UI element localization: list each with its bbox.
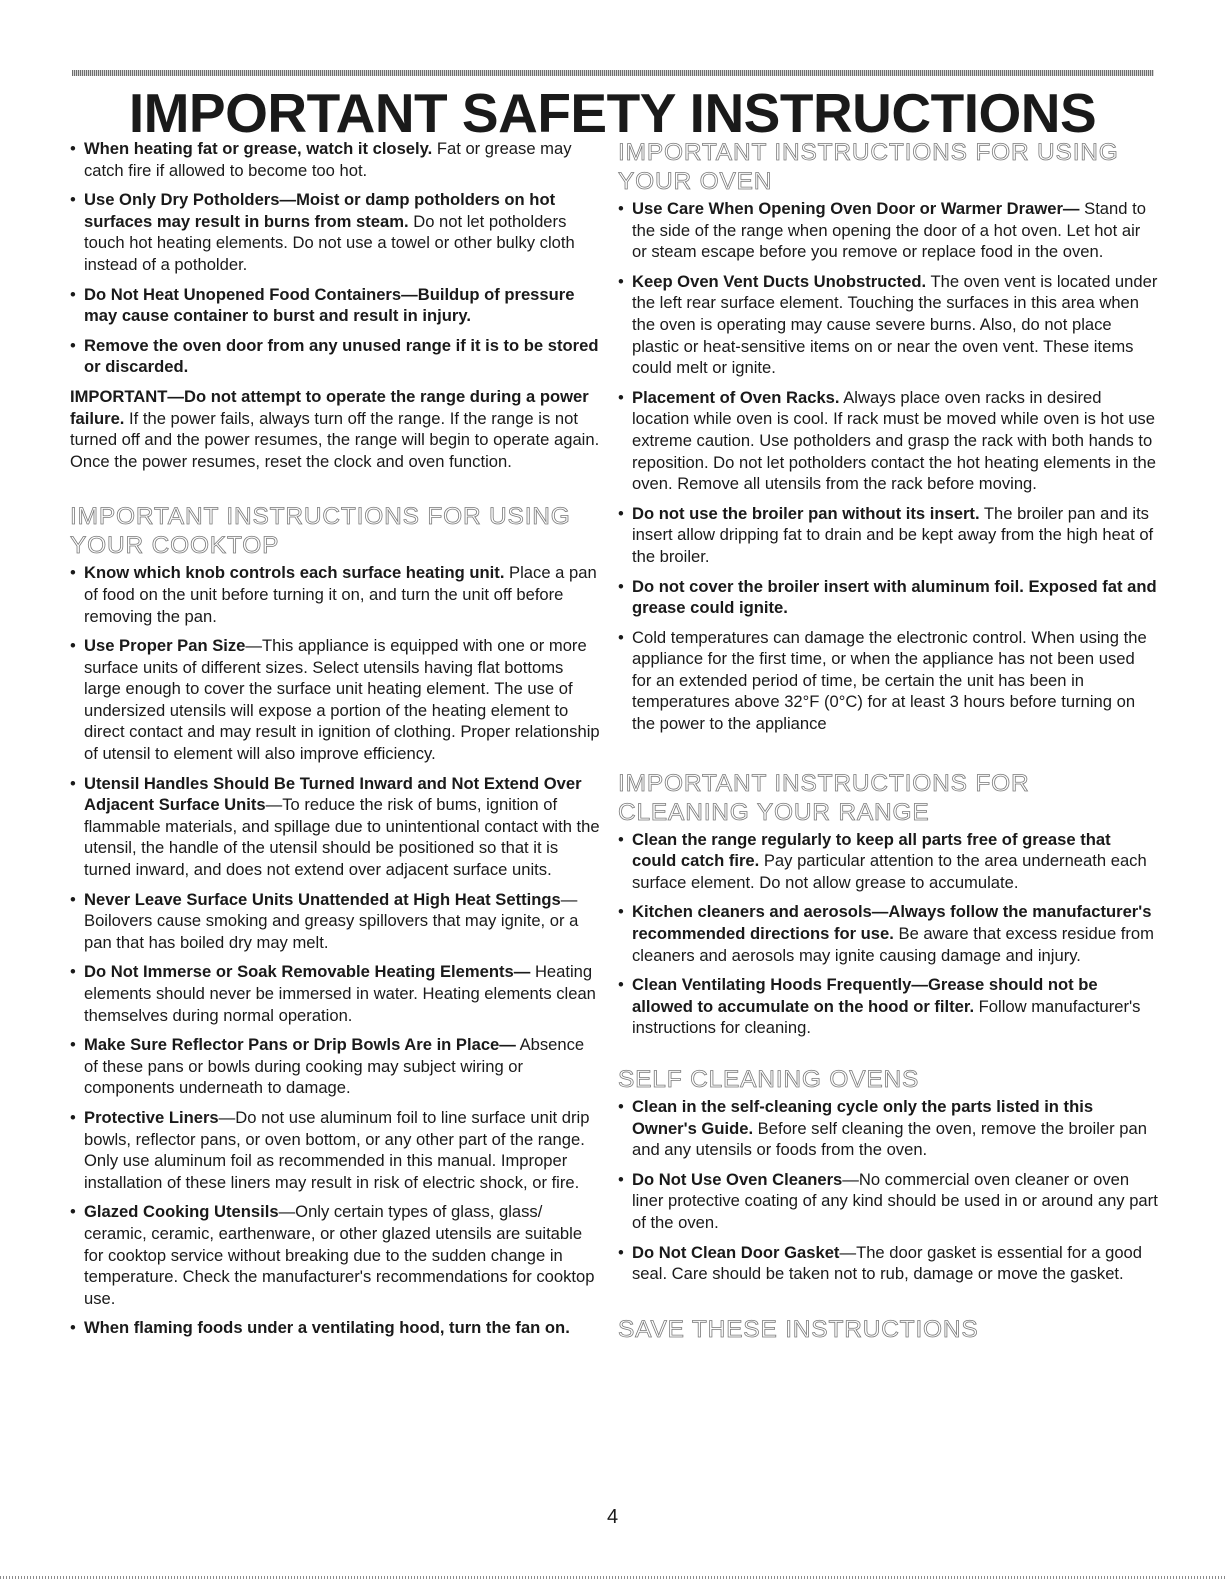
list-item: • Do Not Clean Door Gasket—The door gasket is essential for a good seal. Care should be taken not to rub, damage or move the gasket. <box>618 1242 1158 1285</box>
bottom-decorative-rule <box>0 1576 1225 1579</box>
page-title: IMPORTANT SAFETY INSTRUCTIONS <box>128 82 1097 144</box>
list-item: • Remove the oven door from any unused range if it is to be stored or discarded. <box>70 335 600 378</box>
save-instructions-heading: SAVE THESE INSTRUCTIONS <box>618 1315 979 1343</box>
list-item: • Do not cover the broiler insert with aluminum foil. Exposed fat and grease could ignite. <box>618 576 1158 619</box>
list-item: • Use Only Dry Potholders—Moist or damp potholders on hot surfaces may result in burns from steam. Do not let potholders touch hot heating elements. Do not use a towel or other bulky cloth instead of a potholder. <box>70 189 600 275</box>
list-item: • Do not use the broiler pan without its insert. The broiler pan and its insert allow dripping fat to drain and be kept away from the high heat of the broiler. <box>618 503 1158 568</box>
intro-list <box>70 138 600 378</box>
right-column <box>618 138 1158 1346</box>
list-item: • Do Not Heat Unopened Food Containers—Buildup of pressure may cause container to burst and result in injury. <box>70 284 600 327</box>
oven-list <box>618 198 1158 735</box>
self-cleaning-section-heading: SELF CLEANING OVENS <box>618 1066 920 1093</box>
cooktop-list <box>70 562 600 1339</box>
list-item: • Cold temperatures can damage the electronic control. When using the appliance for the first time, or when the appliance has not been used for an extended period of time, be certain the unit has been in temperatures above 32°F (0°C) for at least 3 hours before turning on the power to the appliance <box>618 627 1158 735</box>
cleaning-list <box>618 829 1158 1039</box>
list-item: • When heating fat or grease, watch it closely. Fat or grease may catch fire if allowed to become too hot. <box>70 138 600 181</box>
list-item: • Use Proper Pan Size—This appliance is equipped with one or more surface units of different sizes. Select utensils having flat bottoms large enough to cover the surface unit heating element. The use of undersized utensils will expose a portion of the heating element to direct contact and may result in ignition of clothing. Proper relationship of utensil to element will also improve efficiency. <box>70 635 600 765</box>
oven-section-heading: IMPORTANT INSTRUCTIONS FOR USING YOUR OVEN <box>618 139 1119 195</box>
list-item: • Make Sure Reflector Pans or Drip Bowls Are in Place— Absence of these pans or bowls during cooking may subject wiring or components underneath to damage. <box>70 1034 600 1099</box>
list-item: • Clean in the self-cleaning cycle only the parts listed in this Owner's Guide. Before self cleaning the oven, remove the broiler pan and any utensils or foods from the oven. <box>618 1096 1158 1161</box>
list-item: • Know which knob controls each surface heating unit. Place a pan of food on the unit before turning it on, and turn the unit off before removing the pan. <box>70 562 600 627</box>
list-item: • Clean Ventilating Hoods Frequently—Grease should not be allowed to accumulate on the hood or filter. Follow manufacturer's instructions for cleaning. <box>618 974 1158 1039</box>
top-decorative-rule <box>72 70 1154 76</box>
list-item: • Placement of Oven Racks. Always place oven racks in desired location while oven is cool. If rack must be moved while oven is hot use extreme caution. Use potholders and grasp the rack with both hands to reposition. Do not let potholders contact the hot heating elements in the oven. Remove all utensils from the rack before moving. <box>618 387 1158 495</box>
list-item: • Utensil Handles Should Be Turned Inward and Not Extend Over Adjacent Surface Units—To reduce the risk of bums, ignition of flammable materials, and spillage due to unintentional contact with the utensil, the handle of the utensil should be positioned so that it is turned inward, and does not extend over adjacent surface units. <box>70 773 600 881</box>
cooktop-section-heading: IMPORTANT INSTRUCTIONS FOR USING YOUR COOKTOP <box>70 503 571 560</box>
list-item: • Glazed Cooking Utensils—Only certain types of glass, glass/ ceramic, ceramic, earthenware, or other glazed utensils are suitable for cooktop service without breaking due to the sudden change in temperature. Check the manufacturer's recommendations for cooktop use. <box>70 1201 600 1309</box>
list-item: • Use Care When Opening Oven Door or Warmer Drawer— Stand to the side of the range when opening the door of a hot oven. Let hot air or steam escape before you remove or replace food in the oven. <box>618 198 1158 263</box>
list-item: • Do Not Use Oven Cleaners—No commercial oven cleaner or oven liner protective coating of any kind should be used in or around any part of the oven. <box>618 1169 1158 1234</box>
power-failure-paragraph: IMPORTANT—Do not attempt to operate the range during a power failure. If the power fails, always turn off the range. If the range is not turned off and the power resumes, the range will begin to operate again. Once the power resumes, reset the clock and oven function. <box>70 386 600 471</box>
list-item: • Do Not Immerse or Soak Removable Heating Elements— Heating elements should never be immersed in water. Heating elements clean themselves during normal operation. <box>70 961 600 1026</box>
left-column <box>70 138 600 1347</box>
page-number: 4 <box>606 1506 619 1528</box>
list-item: • When flaming foods under a ventilating hood, turn the fan on. <box>70 1317 600 1339</box>
list-item: • Clean the range regularly to keep all parts free of grease that could catch fire. Pay particular attention to the area underneath each surface element. Do not allow grease to accumulate. <box>618 829 1158 894</box>
list-item: • Protective Liners—Do not use aluminum foil to line surface unit drip bowls, reflector pans, or oven bottom, or any other part of the range. Only use aluminum foil as recommended in this manual. Improper installation of these liners may result in risk of electric shock, or fire. <box>70 1107 600 1193</box>
cleaning-section-heading: IMPORTANT INSTRUCTIONS FOR CLEANING YOUR RANGE <box>618 769 1030 826</box>
list-item: • Kitchen cleaners and aerosols—Always follow the manufacturer's recommended directions for use. Be aware that excess residue from cleaners and aerosols may ignite causing damage and injury. <box>618 901 1158 966</box>
list-item: • Keep Oven Vent Ducts Unobstructed. The oven vent is located under the left rear surface element. Touching the surfaces in this area when the oven is operating may cause severe burns. Also, do not place plastic or heat-sensitive items on or near the oven vent. These items could melt or ignite. <box>618 271 1158 379</box>
list-item: • Never Leave Surface Units Unattended at High Heat Settings—Boilovers cause smoking and greasy spillovers that may ignite, or a pan that has boiled dry may melt. <box>70 889 600 954</box>
self-cleaning-list <box>618 1096 1158 1285</box>
